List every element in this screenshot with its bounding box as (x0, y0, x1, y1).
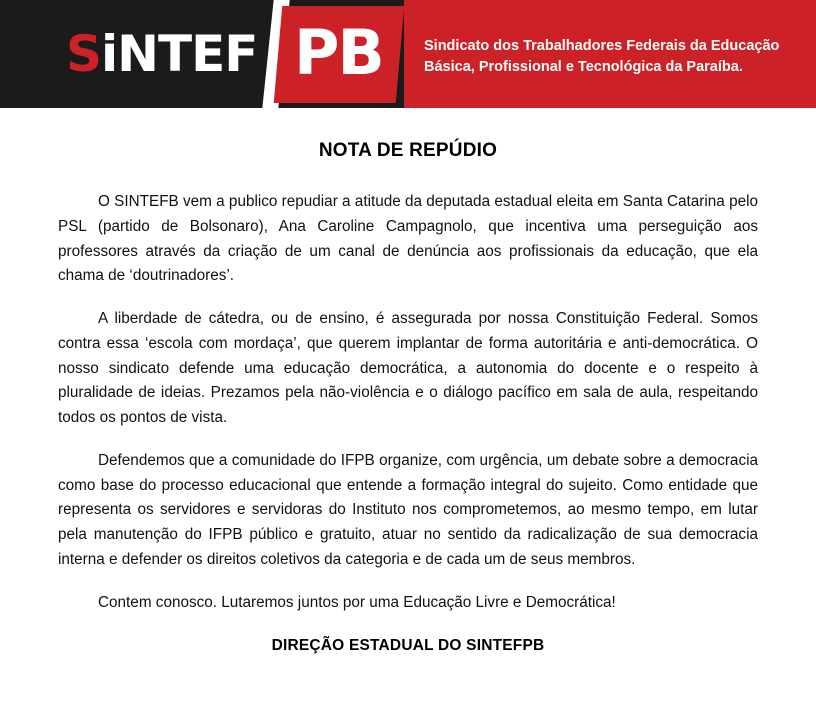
header-tagline-line2: Básica, Profissional e Tecnológica da Paraíba. (424, 59, 743, 76)
paragraph-1: O SINTEFB vem a publico repudiar a atitude da deputada estadual eleita em Santa Catarina pelo PSL (partido de Bolsonaro), Ana Caroline Campagnolo, que incentiva uma perseguição aos professores através da criação de um canal de denúncia aos profissionais da educação, que ela chama de ‘doutrinadores’. (58, 193, 758, 285)
document-signature: DIREÇÃO ESTADUAL DO SINTEFPB (271, 637, 545, 655)
logo-word-part: iNTEF (101, 25, 258, 83)
header-tagline (424, 36, 792, 78)
sintef-logo-text (66, 25, 258, 83)
document-title: NOTA DE REPÚDIO (318, 140, 498, 161)
document-body (58, 190, 758, 615)
paragraph-4: Contem conosco. Lutaremos juntos por uma Educação Livre e Democrática! (98, 593, 616, 611)
logo-state-text: PB (294, 16, 383, 89)
paragraph-3: Defendemos que a comunidade do IFPB organize, com urgência, um debate sobre a democracia como base do processo educacional que entende a formação integral do sujeito. Como entidade que representa os servidores e servidoras do Instituto nos comprometemos, ao mesmo tempo, em lutar pela manutenção do IFPB público e gratuito, atuar no sentido da radicalização de sua democracia interna e defender os direitos coletivos da categoria e de cada um de seus membros. (58, 451, 758, 568)
paragraph-2: A liberdade de cátedra, ou de ensino, é assegurada por nossa Constituição Federal. Somos contra essa ‘escola com mordaça’, que querem implantar de forma autoritária e anti-democrática. O nosso sindicato defende uma educação democrática, a autonomia do docente e o respeito à pluralidade de ideias. Prezamos pela não-violência e o diálogo pacífico em sala de aula, respeitando todos os pontos de vista. (58, 310, 758, 427)
header-banner (0, 0, 816, 108)
logo-first-letter: S (66, 25, 102, 83)
header-tagline-line1: Sindicato dos Trabalhadores Federais da Educação (424, 38, 780, 54)
document-content (0, 140, 816, 655)
